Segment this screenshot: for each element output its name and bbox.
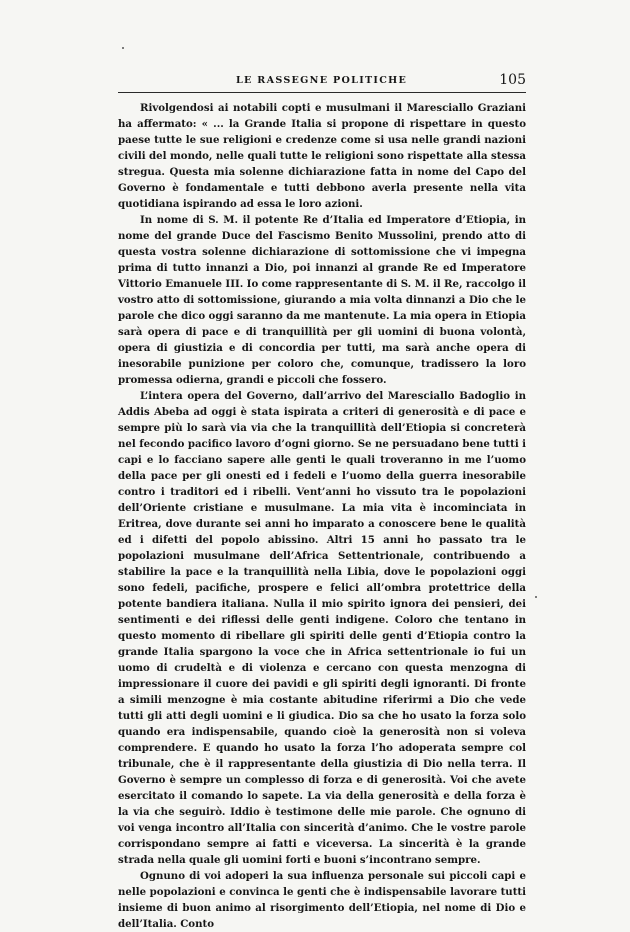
print-speck bbox=[535, 596, 537, 598]
page-header bbox=[118, 72, 526, 92]
header-rule bbox=[118, 92, 526, 93]
print-speck bbox=[122, 47, 124, 49]
body-text bbox=[118, 100, 526, 932]
paragraph: Rivolgendosi ai notabili copti e musulmani il Maresciallo Graziani ha affermato: « ... la Grande Italia si propone di rispettare in questo paese tutte le sue religioni e credenze come si usa nelle grandi nazioni civili del mondo, nelle quali tutte le religioni sono rispettate alla stessa stregua. Questa mia solenne dichiarazione fatta in nome del Capo del Governo è fondamentale e tutti debbono averla presente nella vita quotidiana ispirando ad essa le loro azioni. bbox=[118, 102, 526, 210]
paragraph: Ognuno di voi adoperi la sua influenza personale sui piccoli capi e nelle popolazioni e convinca le genti che è indispensabile lavorare tutti insieme di buon animo al risorgimento dell’Etiopia, nel nome di Dio e dell’Italia. Conto bbox=[118, 870, 526, 930]
running-title: LE RASSEGNE POLITICHE bbox=[236, 75, 408, 86]
paragraph: In nome di S. M. il potente Re d’Italia ed Imperatore d’Etiopia, in nome del grande Duce del Fascismo Benito Mussolini, prendo atto di questa vostra solenne dichiarazione di sottomissione che vi impegna prima di tutto innanzi a Dio, poi innanzi al grande Re ed Imperatore Vittorio Emanuele III. Io come rappresentante di S. M. il Re, raccolgo il vostro atto di sottomissione, giurando a mia volta dinnanzi a Dio che le parole che dico oggi saranno da me mantenute. La mia opera in Etiopia sarà opera di pace e di tranquillità per gli uomini di buona volontà, opera di giustizia e di concordia per tutti, ma sarà anche opera di inesorabile punizione per coloro che, comunque, tradissero la loro promessa odierna, grandi e piccoli che fossero. bbox=[118, 214, 526, 386]
paragraph: L’intera opera del Governo, dall’arrivo del Maresciallo Badoglio in Addis Abeba ad oggi è stata ispirata a criteri di generosità e di pace e sempre più lo sarà via via che la tranquillità dell’Etiopia si concreterà nel fecondo pacifico lavoro d’ogni giorno. Se ne persuadano bene tutti i capi e lo facciano sapere alle genti le quali troveranno in me l’uomo della pace per gli onesti ed i fedeli e l’uomo della guerra inesorabile contro i traditori ed i ribelli. Vent’anni ho vissuto tra le popolazioni dell’Oriente cristiane e musulmane. La mia vita è incominciata in Eritrea, dove durante sei anni ho imparato a conoscere bene le qualità ed i difetti del popolo abissino. Altri 15 anni ho passato tra le popolazioni musulmane dell’Africa Settentrionale, contribuendo a stabilire la pace e la tranquillità nella Libia, dove le popolazioni oggi sono fedeli, pacifiche, prospere e felici all’ombra protettrice della potente bandiera italiana. Nulla il mio spirito ignora dei pensieri, dei sentimenti e dei riflessi delle genti indigene. Coloro che tentano in questo momento di ribellare gli spiriti delle genti d’Etiopia contro la grande Italia spargono la voce che in Africa settentrionale io fui un uomo di crudeltà e di violenza e cercano con questa menzogna di impressionare il cuore dei pavidi e gli spiriti degli ignoranti. Di fronte a simili menzogne è mia costante abitudine riferirmi a Dio che vede tutti gli atti degli uomini e li giudica. Dio sa che ho usato la forza solo quando era indispensabile, quando cioè la generosità non si voleva comprendere. E quando ho usato la forza l’ho adoperata sempre col tribunale, che è il rappresentante della giustizia di Dio nella terra. Il Governo è sempre un complesso di forza e di generosità. Voi che avete esercitato il comando lo sapete. La via della generosità e della forza è la via che seguirò. Iddio è testimone delle mie parole. Che ognuno di voi venga incontro all’Italia con sincerità d’animo. Che le vostre parole corrispondano sempre ai fatti e viceversa. La sincerità è la grande strada nella quale gli uomini forti e buoni s’incontrano sempre. bbox=[118, 390, 526, 866]
page-number: 105 bbox=[499, 72, 526, 88]
